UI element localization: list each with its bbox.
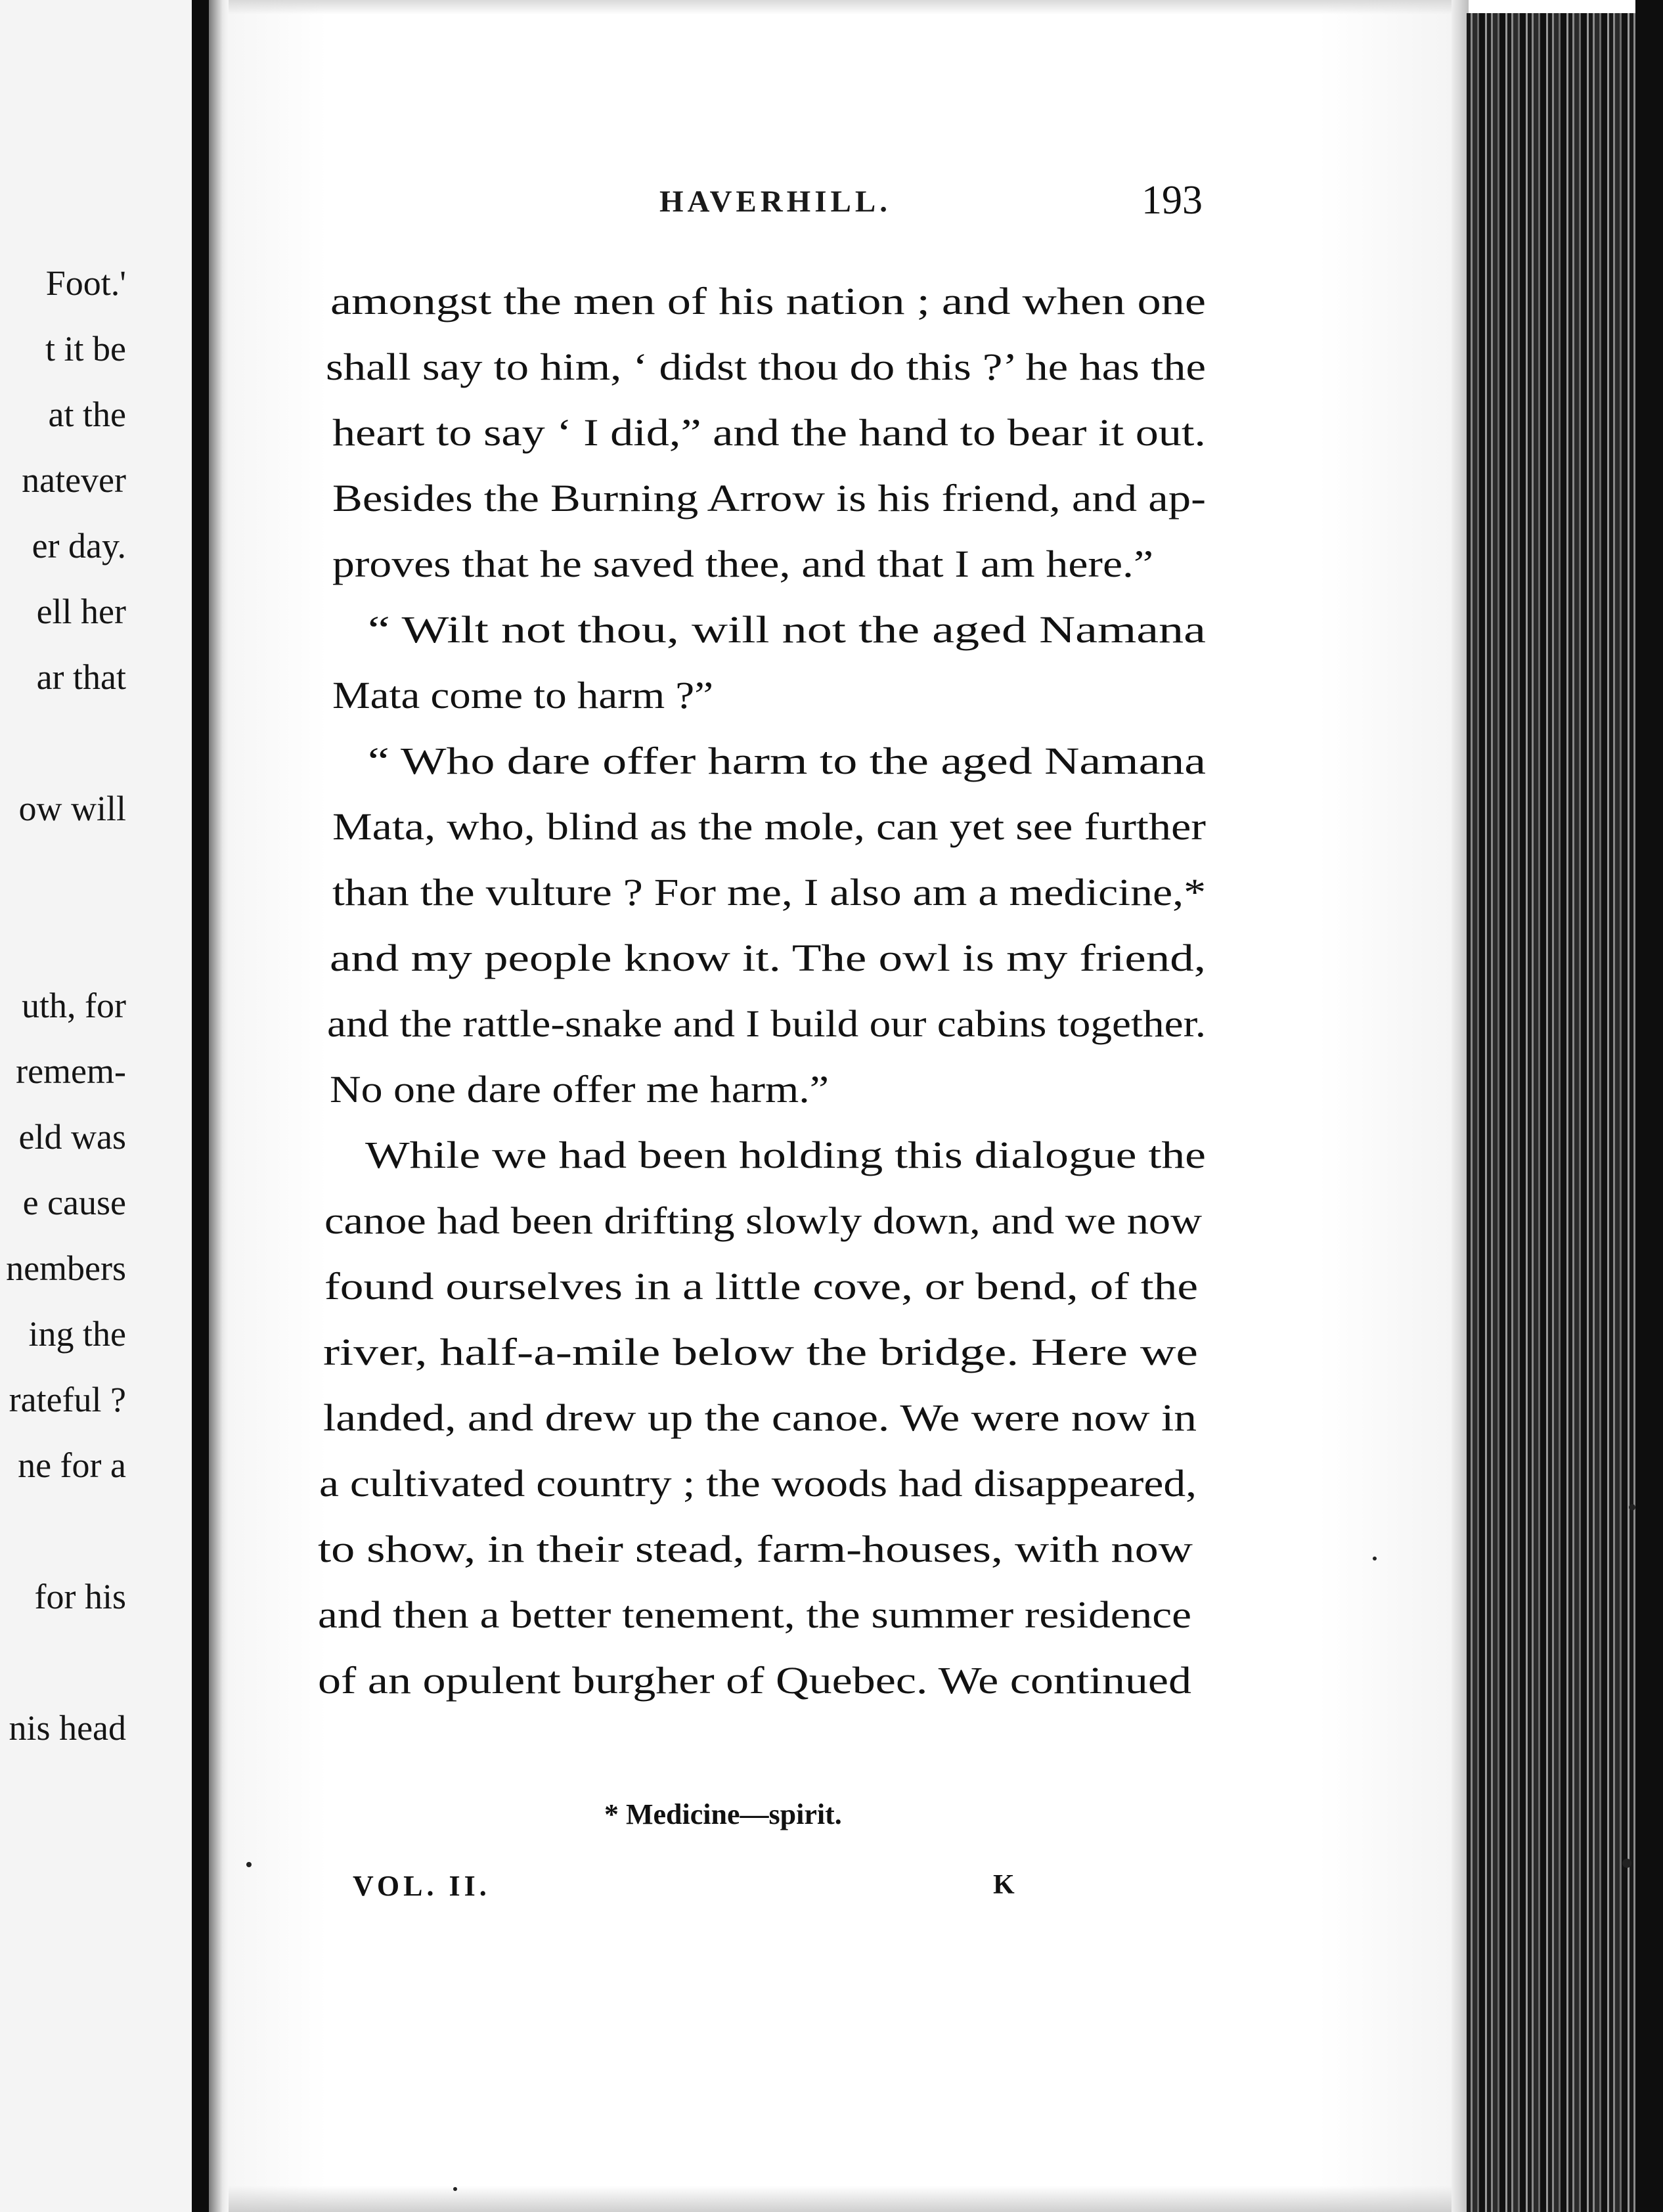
text-line: amongst the men of his nation ; and when one: [330, 280, 1206, 322]
text-line: Mata, who, blind as the mole, can yet see further: [332, 805, 1206, 848]
scan-speck: [246, 1862, 252, 1867]
left-page-line: remem-: [16, 1051, 126, 1091]
left-page-line: e cause: [22, 1183, 126, 1222]
scan-speck: [1622, 1859, 1631, 1868]
text-line: of an opulent burgher of Quebec. We continued: [318, 1659, 1191, 1702]
fore-edge-of-book: [1467, 13, 1663, 2212]
top-edge-shadow: [229, 0, 1457, 14]
left-page-line: er day.: [32, 526, 126, 565]
text-line: than the vulture ? For me, I also am a medicine,*: [332, 871, 1206, 914]
gutter-shadow: [192, 0, 209, 2212]
left-page-line: rateful ?: [9, 1380, 126, 1419]
scan-speck: [1373, 1557, 1377, 1560]
left-facing-page: [0, 0, 197, 2212]
left-page-line: ow will: [18, 789, 126, 828]
text-line: and my people know it. The owl is my friend,: [330, 937, 1206, 979]
text-line: Besides the Burning Arrow is his friend, and ap-: [332, 477, 1206, 520]
text-line: shall say to him, ‘ didst thou do this ?’ he has the: [326, 345, 1206, 388]
text-line: heart to say ‘ I did,” and the hand to bear it out.: [332, 411, 1206, 454]
text-line: While we had been holding this dialogue the: [365, 1134, 1206, 1176]
running-head: HAVERHILL.: [659, 185, 891, 219]
page-number: 193: [1142, 178, 1203, 223]
left-page-line: ing the: [28, 1314, 126, 1354]
text-line: landed, and drew up the canoe. We were now in: [323, 1396, 1197, 1439]
text-line: to show, in their stead, farm-houses, with now: [318, 1528, 1193, 1570]
text-line: proves that he saved thee, and that I am here.”: [332, 542, 1153, 585]
text-line: canoe had been drifting slowly down, and we now: [324, 1199, 1202, 1242]
footnote: * Medicine—spirit.: [604, 1798, 842, 1830]
text-line: and the rattle-snake and I build our cabins together.: [327, 1002, 1206, 1045]
left-page-line: ar that: [36, 657, 126, 697]
signature-letter: K: [993, 1870, 1015, 1900]
left-page-line: natever: [22, 460, 126, 500]
scan-speck: [1629, 1504, 1635, 1511]
left-page-line: at the: [48, 395, 126, 434]
bottom-edge-shadow: [229, 2186, 1457, 2212]
text-line: and then a better tenement, the summer residence: [318, 1593, 1191, 1636]
text-line: found ourselves in a little cove, or bend, of the: [324, 1265, 1198, 1308]
left-page-line: eld was: [18, 1117, 126, 1157]
left-page-line: for his: [34, 1577, 126, 1616]
left-page-line: uth, for: [22, 986, 126, 1025]
left-page-line: t it be: [45, 329, 126, 368]
text-line: a cultivated country ; the woods had disappeared,: [319, 1462, 1197, 1505]
scan-border: [1635, 0, 1663, 2212]
signature-mark: VOL. II.: [353, 1870, 491, 1902]
left-page-line: nis head: [9, 1708, 126, 1748]
scan-speck: [453, 2187, 457, 2191]
gutter-gradient: [209, 0, 229, 2212]
text-line: Mata come to harm ?”: [332, 674, 713, 717]
text-line: river, half-a-mile below the bridge. Here we: [323, 1331, 1198, 1373]
text-line: “ Wilt not thou, will not the aged Namana: [368, 608, 1206, 651]
left-page-line: Foot.': [45, 263, 126, 303]
text-line: “ Who dare offer harm to the aged Namana: [368, 740, 1206, 782]
left-page-line: nembers: [6, 1249, 126, 1288]
left-page-line: ne for a: [18, 1446, 126, 1485]
left-page-line: ell her: [36, 592, 126, 631]
text-line: No one dare offer me harm.”: [330, 1068, 829, 1111]
